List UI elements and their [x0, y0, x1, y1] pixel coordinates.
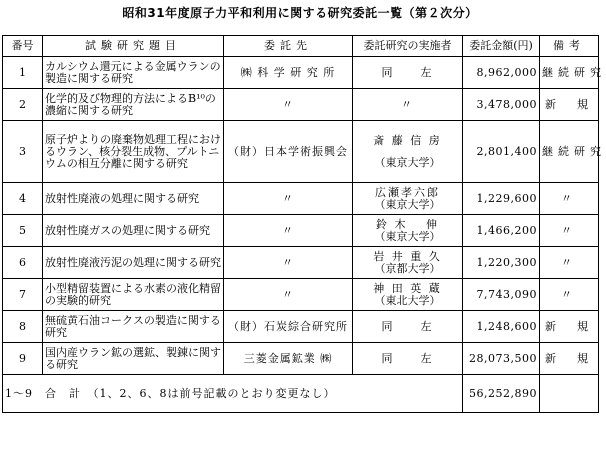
row-amount: 28,073,500 [463, 343, 540, 375]
row-number: 4 [3, 183, 43, 215]
row-topic: 放射性廃ガスの処理に関する研究 [43, 215, 224, 247]
table-row [3, 311, 599, 343]
row-topic: 化学的及び物理的方法によるB¹⁰の濃縮に関する研究 [43, 89, 224, 121]
row-contractor: 〃 [224, 215, 353, 247]
row-remarks: 新 規 [540, 343, 599, 375]
total-remarks [540, 375, 599, 413]
table-row [3, 279, 599, 311]
header-no: 番号 [3, 36, 43, 57]
row-implementer [353, 57, 463, 89]
header-row [3, 36, 599, 57]
table-row [3, 89, 599, 121]
implementer-name: 神 田 英 蔵 [373, 281, 442, 295]
implementer-name: 岩 井 重 久 [373, 249, 442, 263]
row-contractor: ㈱ 科 学 研 究 所 [224, 57, 353, 89]
row-amount: 7,743,090 [463, 279, 540, 311]
row-implementer [353, 183, 463, 215]
implementer-name: 〃 [401, 97, 414, 111]
row-number: 1 [3, 57, 43, 89]
row-contractor: 三菱金属鉱業 ㈱ [224, 343, 353, 375]
row-topic: 国内産ウラン鉱の選鉱、製錬に関する研究 [43, 343, 224, 375]
row-number: 8 [3, 311, 43, 343]
row-amount: 8,962,000 [463, 57, 540, 89]
header-contractor: 委託先 [224, 36, 353, 57]
row-topic: カルシウム還元による金属ウランの製造に関する研究 [43, 57, 224, 89]
implementer-name: 同 左 [381, 319, 434, 333]
row-implementer [353, 215, 463, 247]
row-contractor: （財）石炭綜合研究所 [224, 311, 353, 343]
implementer-name: 広瀬孝六郎 [375, 185, 440, 199]
row-implementer [353, 279, 463, 311]
header-remarks: 備考 [540, 36, 599, 57]
implementer-name: 同 左 [381, 65, 434, 79]
row-remarks: 〃 [540, 183, 599, 215]
row-amount: 1,248,600 [463, 311, 540, 343]
row-topic: 無硫黄石油コークスの製造に関する研究 [43, 311, 224, 343]
row-contractor: 〃 [224, 183, 353, 215]
row-remarks: 〃 [540, 279, 599, 311]
row-remarks: 継続研究 [540, 121, 599, 183]
header-topic: 試験研究題目 [43, 36, 224, 57]
table-row [3, 121, 599, 183]
row-remarks: 〃 [540, 215, 599, 247]
row-amount: 2,801,400 [463, 121, 540, 183]
row-amount: 3,478,000 [463, 89, 540, 121]
implementer-name: 斎 藤 信 房 [373, 133, 442, 147]
row-contractor: 〃 [224, 89, 353, 121]
implementer-affiliation: （東京大学） [374, 155, 441, 169]
row-implementer [353, 89, 463, 121]
table-row [3, 57, 599, 89]
total-label: 1〜9 合 計 （1、2、6、8は前号記載のとおり変更なし） [3, 375, 463, 413]
implementer-affiliation: （東北大学） [374, 293, 441, 307]
row-remarks: 〃 [540, 247, 599, 279]
implementer-affiliation: （東京大学） [374, 229, 441, 243]
implementer-affiliation: （東京大学） [374, 197, 441, 211]
row-number: 3 [3, 121, 43, 183]
row-number: 7 [3, 279, 43, 311]
row-remarks: 新 規 [540, 89, 599, 121]
row-amount: 1,466,200 [463, 215, 540, 247]
row-implementer [353, 121, 463, 183]
row-number: 2 [3, 89, 43, 121]
row-topic: 放射性廃液汚泥の処理に関する研究 [43, 247, 224, 279]
row-number: 5 [3, 215, 43, 247]
implementer-affiliation: （京都大学） [374, 261, 441, 275]
table-row [3, 215, 599, 247]
header-implementer: 委託研究の実施者 [353, 36, 463, 57]
table-row [3, 343, 599, 375]
total-row [3, 375, 599, 413]
row-topic: 原子炉よりの廃棄物処理工程におけるウラン、核分裂生成物、プルトニウムの相互分離に関する研究 [43, 121, 224, 183]
row-topic: 小型精留装置による水素の液化精留の実験的研究 [43, 279, 224, 311]
total-amount: 56,252,890 [463, 375, 540, 413]
table-row [3, 247, 599, 279]
document-title: 昭和31年度原子力平和利用に関する研究委託一覧（第２次分） [122, 6, 478, 20]
table-row [3, 183, 599, 215]
row-remarks: 継続研究 [540, 57, 599, 89]
row-contractor: 〃 [224, 247, 353, 279]
row-number: 6 [3, 247, 43, 279]
row-contractor: 〃 [224, 279, 353, 311]
row-amount: 1,220,300 [463, 247, 540, 279]
contract-table [2, 35, 606, 413]
row-contractor: （財）日本学術振興会 [224, 121, 353, 183]
implementer-name: 鈴 木 伸 [376, 217, 439, 231]
implementer-name: 同 左 [381, 351, 434, 365]
row-topic: 放射性廃液の処理に関する研究 [43, 183, 224, 215]
row-implementer [353, 311, 463, 343]
row-remarks: 新 規 [540, 311, 599, 343]
row-number: 9 [3, 343, 43, 375]
row-implementer [353, 247, 463, 279]
row-implementer [353, 343, 463, 375]
row-amount: 1,229,600 [463, 183, 540, 215]
header-amount: 委託金額(円) [463, 36, 540, 57]
